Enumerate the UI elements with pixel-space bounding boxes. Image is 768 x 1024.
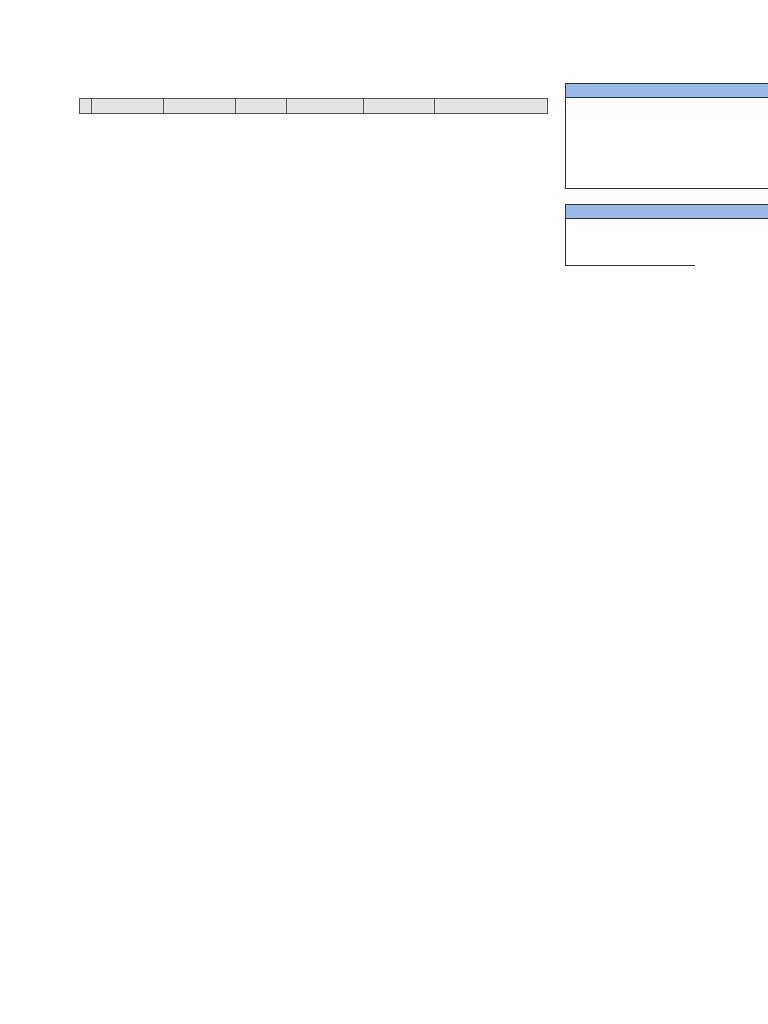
objective-saldo-final xyxy=(566,219,695,234)
objective-rendimiento xyxy=(566,234,695,249)
header-retorno xyxy=(235,99,286,114)
header-fallos xyxy=(435,99,548,114)
header-inversion xyxy=(163,99,235,114)
header-itm xyxy=(363,99,435,114)
objective-title xyxy=(565,204,768,219)
config-title xyxy=(565,83,768,98)
header-number xyxy=(80,99,92,114)
objective-panel xyxy=(565,204,768,266)
config-paga-broker xyxy=(566,144,768,159)
objective-ganancia-neta xyxy=(566,249,695,264)
trades-table xyxy=(79,98,548,114)
table-header-row xyxy=(80,99,548,114)
config-cantidad-trades xyxy=(566,113,768,128)
header-wl xyxy=(92,99,164,114)
header-saldo xyxy=(286,99,363,114)
config-total-arriesgar xyxy=(566,98,768,113)
config-panel xyxy=(565,83,768,189)
config-itm-esperados xyxy=(566,128,768,143)
config-tipo-gestion xyxy=(566,159,768,174)
